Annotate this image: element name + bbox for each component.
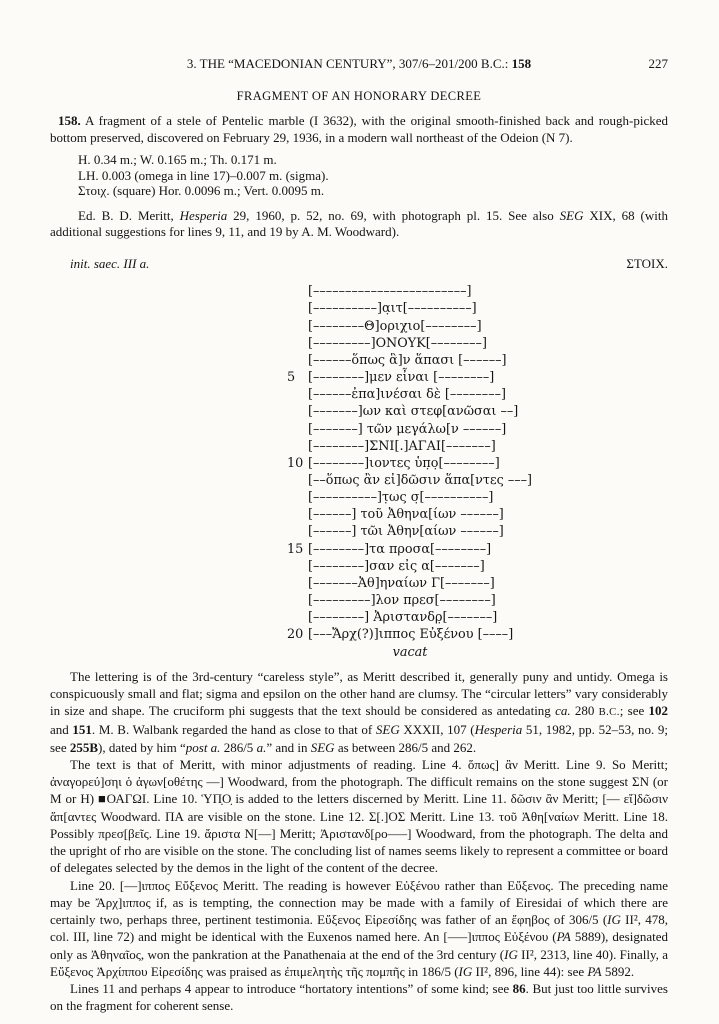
line-number: [274, 489, 308, 506]
inscription-line: [274, 335, 668, 352]
edition-paragraph: Ed. B. D. Meritt, Hesperia 29, 1960, p. 52, no. 69, with photograph pl. 15. See also SEG XIX, 68 (with additional suggestions for lines 9, 11, and 19 by A. M. Woodward).: [50, 207, 669, 240]
line-number: [274, 403, 308, 420]
inscription-line: [274, 318, 668, 335]
line-number: [274, 386, 308, 403]
commentary-paragraph: Lines 11 and perhaps 4 appear to introduce “hortatory intentions” of some kind; see 86. But just too little survives on the fragment for coherent sense.: [50, 981, 668, 1014]
line-number: 5: [287, 370, 296, 386]
line-text: [–––––––] τῶν μεγάλω[ν ––––––]: [308, 421, 507, 437]
vacat-label: vacat: [392, 644, 428, 660]
line-text: [––––––] τοῦ Ἀθηνα[ίων ––––––]: [308, 507, 504, 523]
inscription-line: [274, 369, 668, 386]
inscription-line: [274, 403, 668, 420]
inscription-line: [274, 523, 668, 540]
inscription-line: [274, 455, 668, 472]
page-number: 227: [648, 56, 668, 71]
line-text: [––––––––––––––––––––––––]: [308, 284, 472, 300]
inscription-line: [274, 472, 668, 489]
line-number: [274, 506, 308, 523]
line-number: 15: [287, 541, 304, 557]
line-text: [––––––––]ιοντες ὑπ̣ο̣[––––––––]: [308, 455, 500, 471]
date-label: init. saec. III a.: [70, 255, 150, 271]
line-number: [274, 421, 308, 438]
inscription-line: [274, 352, 668, 369]
line-number: [274, 283, 308, 300]
inscription-line: [274, 609, 668, 626]
line-text: [–––––––––]λον πρεσ[––––––––]: [308, 593, 496, 609]
stoichedon-label: ΣΤΟΙΧ.: [626, 255, 668, 271]
line-number: [274, 300, 308, 317]
inscription-line: [274, 386, 668, 403]
inscription-line: [274, 300, 668, 317]
line-number: [274, 523, 308, 540]
line-text: [––––––––]τα προσα[––––––––]: [308, 541, 492, 557]
line-number: [274, 318, 308, 335]
line-number: 20: [287, 627, 304, 643]
inscription-line: [274, 283, 668, 300]
measurement-line: Στοιχ. (square) Hor. 0.0096 m.; Vert. 0.0095 m.: [78, 183, 325, 199]
line-number: 10: [287, 455, 304, 471]
line-text: [––––––––]ΣΝΙ[.]ΑΓΑΙ[–––––––]: [308, 438, 496, 454]
line-text: [––ὅπως ἂν εἰ]δῶσιν ἅπα[ντες –––]: [308, 473, 533, 488]
inscription-line: [274, 575, 668, 592]
commentary-paragraph: Line 20. [––]ιππος Εὔξενος Meritt. The reading is however Εὐξένου rather than Εὔξενος. The preceding name may be Ἄρχ]ιππος if, as is tempting, the connection may be made with a family of Eiresidai of which there are certainly two, perhaps three, pertinent testimonia. Εὔξενος Εἰρεσίδης was father of an ἔφηβος of 306/5 (IG II², 478, col. III, line 72) and might be identical with the Euxenos named here. An [–––]ιππος Εὐξένου (PA 5889), designated only as Ἀθηναῖος, won the pankration at the Panathenaia at the end of the 3rd century (IG II², 2313, line 40). Finally, a Εὔξενος Ἀρχίππου Εἰρεσίδης was praised as ἐπιμελητὴς τῆς πομπῆς in 186/5 (IG II², 896, line 44): see PA 5892.: [50, 877, 668, 979]
line-text: [––––––ἐπα]ινέσαι δὲ [––––––––]: [308, 387, 506, 403]
line-text: [–––––––Ἀθ]ηναίων Γ[–––––––]: [308, 575, 495, 591]
inscription-line: [274, 438, 668, 455]
intro-paragraph: 158. A fragment of a stele of Pentelic marble (I 3632), with the original smooth-finished back and rough-picked bottom preserved, discovered on February 29, 1936, in a modern wall northeast of the Odeion (N 7).: [50, 113, 668, 145]
line-number: [274, 558, 308, 575]
line-text: [––––––––]σαν εἰς α[–––––––]: [308, 558, 485, 574]
inscription-lines: [274, 283, 668, 643]
measurement-line: H. 0.34 m.; W. 0.165 m.; Th. 0.171 m.: [78, 152, 277, 167]
inscription-line: [274, 626, 668, 643]
date-stoichedon-row: [50, 256, 668, 273]
inscription-line: [274, 558, 668, 575]
line-text: [––––––––Θ]οριχιο[––––––––]: [308, 318, 482, 334]
line-text: [–––Ἄρχ(?)]ιππος Εὐξένου [––––]: [308, 627, 514, 643]
commentary-section: [50, 668, 668, 1015]
inscription-line: [274, 592, 668, 609]
inscription-block: [274, 283, 668, 660]
running-header-title: 3. THE “MACEDONIAN CENTURY”, 307/6–201/200 B.C.: 158: [186, 56, 532, 71]
measurement-line: LH. 0.003 (omega in line 17)–0.007 m. (sigma).: [78, 167, 329, 183]
section-title: FRAGMENT OF AN HONORARY DECREE: [236, 88, 482, 103]
line-text: [––––––––] Ἀριστανδρ̣[–––––––]: [308, 610, 498, 626]
line-text: [––––––––]μεν εἶναι [––––––––]: [308, 370, 495, 386]
line-text: [–––––––]ων καὶ στεφ[ανῶσαι ––]: [308, 404, 519, 420]
line-number: [274, 609, 308, 626]
line-number: [274, 438, 308, 455]
line-number: [274, 592, 308, 609]
running-header: [50, 56, 668, 73]
inscription-line: [274, 489, 668, 506]
line-number: [274, 575, 308, 592]
commentary-paragraph: The lettering is of the 3rd-century “careless style”, as Meritt described it, generally puny and untidy. Omega is conspicuously small and flat; sigma and epsilon on the other hand are clumsy. The “circular letters” vary considerably in size and shape. The cruciform phi suggests that the text should be considered as antedating ca. 280 B.C.; see 102 and 151. M. B. Walbank regarded the hand as close to that of SEG XXXII, 107 (Hesperia 51, 1982, pp. 52–53, no. 9; see 255B), dated by him “post a. 286/5 a.” and in SEG as between 286/5 and 262.: [50, 668, 668, 755]
line-text: [––––––––––]α̣ιτ[––––––––––]: [308, 301, 477, 317]
inscription-line: [274, 421, 668, 438]
measurements-block: [78, 152, 668, 199]
line-text: [–––––––––]ΟΝΟΥΚ[––––––––]: [308, 335, 487, 351]
inscription-line: [274, 506, 668, 523]
line-text: [––––––––––]τ̣ως σ̣[––––––––––]: [308, 490, 494, 506]
line-text: [––––––] τῶι Ἀθην[αίων ––––––]: [308, 524, 504, 540]
line-number: [274, 352, 308, 369]
inscription-line: [274, 541, 668, 558]
line-number: [274, 472, 308, 489]
line-number: [274, 335, 308, 352]
line-text: [––––––ὅπως ἃ]ν ἅπασι [––––––]: [308, 352, 507, 368]
commentary-paragraph: The text is that of Meritt, with minor adjustments of reading. Line 4. ὅπως] ἂν Meritt. Line 9. So Meritt; ἀναγορεύ]σηι ὁ ἀγων[οθέτης ––] Woodward, from the photograph. The difficult remains on the stone suggest ΣΝ (or Μ or Η) ■ΟΑΓΩΙ. Line 10. ὙΠ̣Ο̣ is added to the letters discerned by Meritt. Line 11. δῶσιν ἂν Meritt; [–– εἴ]δῶσιν ἅπ[αντες Woodward. ΠΑ are visible on the stone. Line 12. Σ[.]ΟΣ Meritt. Line 13. τοῦ Ἀθη[ναίων Meritt. Line 18. Possibly πρεσ[βεῖς. Line 19. ἄριστα Ν[––] Meritt; Ἀριστανδ[ρο–––] Woodward, from the photograph. The delta and the upright of rho are visible on the stone. The concluding list of names seems likely to represent a committee or board of delegates selected by the demos in the light of the content of the decree.: [50, 756, 668, 876]
